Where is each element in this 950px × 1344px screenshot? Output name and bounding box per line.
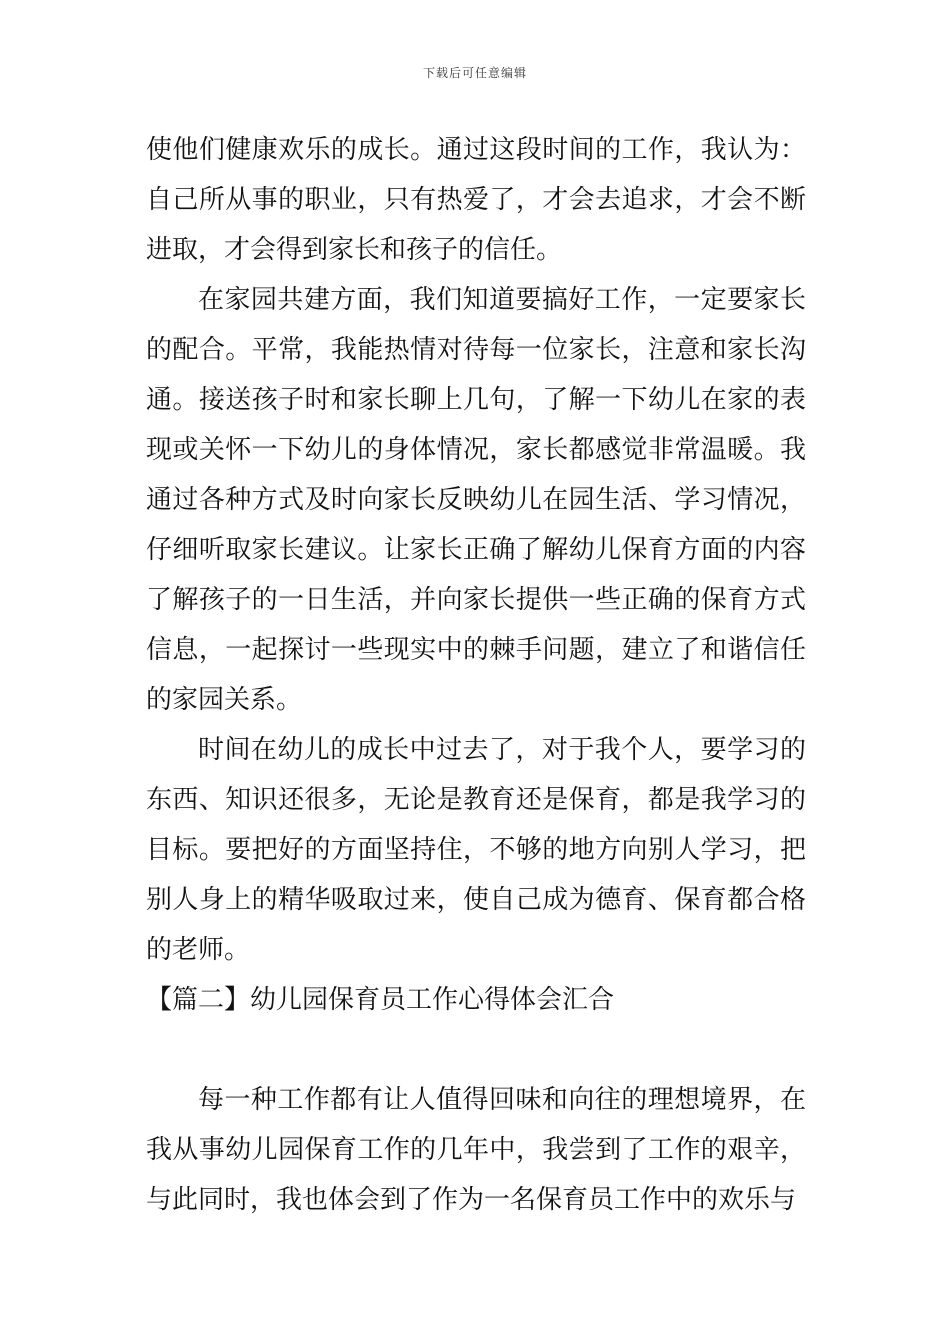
document-body: [146, 125, 806, 1225]
paragraph-section-two: 每一种工作都有让人值得回味和向往的理想境界，在我从事幼儿园保育工作的几年中，我尝到了工作的艰辛，与此同时，我也体会到了作为一名保育员工作中的欢乐与: [146, 1085, 806, 1215]
paragraph-home-school: 在家园共建方面，我们知道要搞好工作，一定要家长的配合。平常，我能热情对待每一位家长，注意和家长沟通。接送孩子时和家长聊上几句，了解一下幼儿在家的表现或关怀一下幼儿的身体情况，家长都感觉非常温暖。我通过各种方式及时向家长反映幼儿在园生活、学习情况，仔细听取家长建议。让家长正确了解幼儿保育方面的内容了解孩子的一日生活，并向家长提供一些正确的保育方式信息，一起探讨一些现实中的棘手问题，建立了和谐信任的家园关系。: [146, 285, 806, 715]
paragraph-continuation: 使他们健康欢乐的成长。通过这段时间的工作，我认为：自己所从事的职业，只有热爱了，才会去追求，才会不断进取，才会得到家长和孩子的信任。: [146, 135, 806, 265]
paragraph-conclusion: 时间在幼儿的成长中过去了，对于我个人，要学习的东西、知识还很多，无论是教育还是保育，都是我学习的目标。要把好的方面坚持住，不够的地方向别人学习，把别人身上的精华吸取过来，使自己成为德育、保育都合格的老师。: [146, 735, 806, 965]
section-title: 【篇二】幼儿园保育员工作心得体会汇合: [146, 985, 615, 1015]
header-note: 下载后可任意编辑: [422, 66, 527, 80]
